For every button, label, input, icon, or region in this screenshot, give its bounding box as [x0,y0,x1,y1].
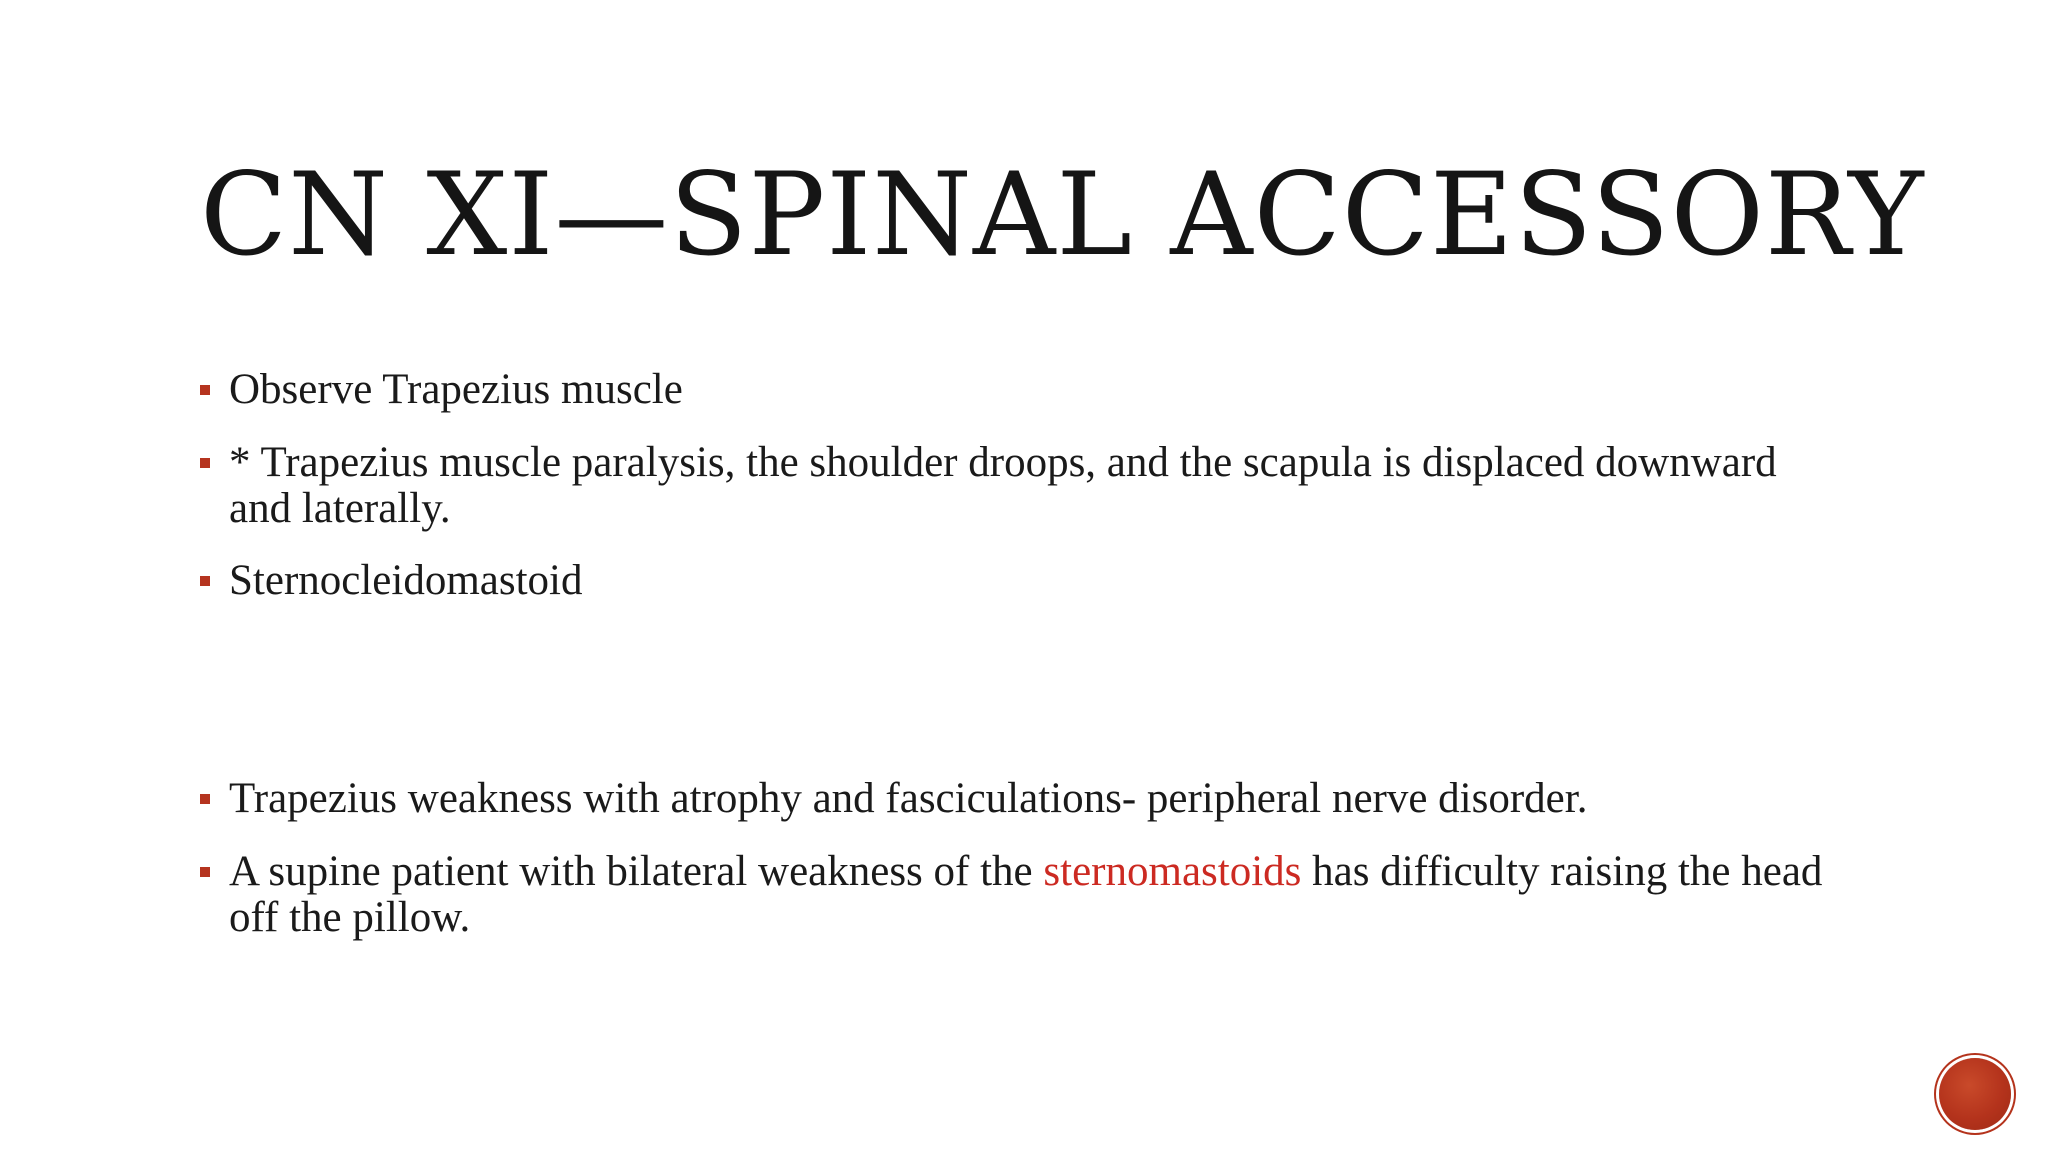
slide-nav-button[interactable] [1939,1058,2011,1130]
slide-title: CN XI—SPINAL ACCESSORY [200,148,1925,281]
bullet-text-after: has difficulty raising the head off the pillow. [229,848,1823,941]
bullet-item [196,367,1836,413]
bullet-text [229,849,1836,941]
bullet-text: Sternocleidomastoid [229,557,583,604]
bullet-marker-icon [200,794,210,804]
bullet-item [196,776,1836,822]
highlighted-term: sternomastoids [1043,848,1302,895]
bullet-marker-icon [200,576,210,586]
bullet-text-before: A supine patient with bilateral weakness of the [229,848,1044,895]
bullet-text: Observe Trapezius muscle [229,366,683,413]
bullet-item [196,440,1836,532]
bullet-marker-icon [200,867,210,877]
bullet-text: Trapezius weakness with atrophy and fasciculations- peripheral nerve disorder. [229,775,1588,822]
bullet-marker-icon [200,458,210,468]
bullet-marker-icon [200,385,210,395]
bullet-item [196,849,1836,941]
bullet-item [196,558,1836,604]
bullet-text: * Trapezius muscle paralysis, the shoulder droops, and the scapula is displaced downward and laterally. [229,439,1777,532]
